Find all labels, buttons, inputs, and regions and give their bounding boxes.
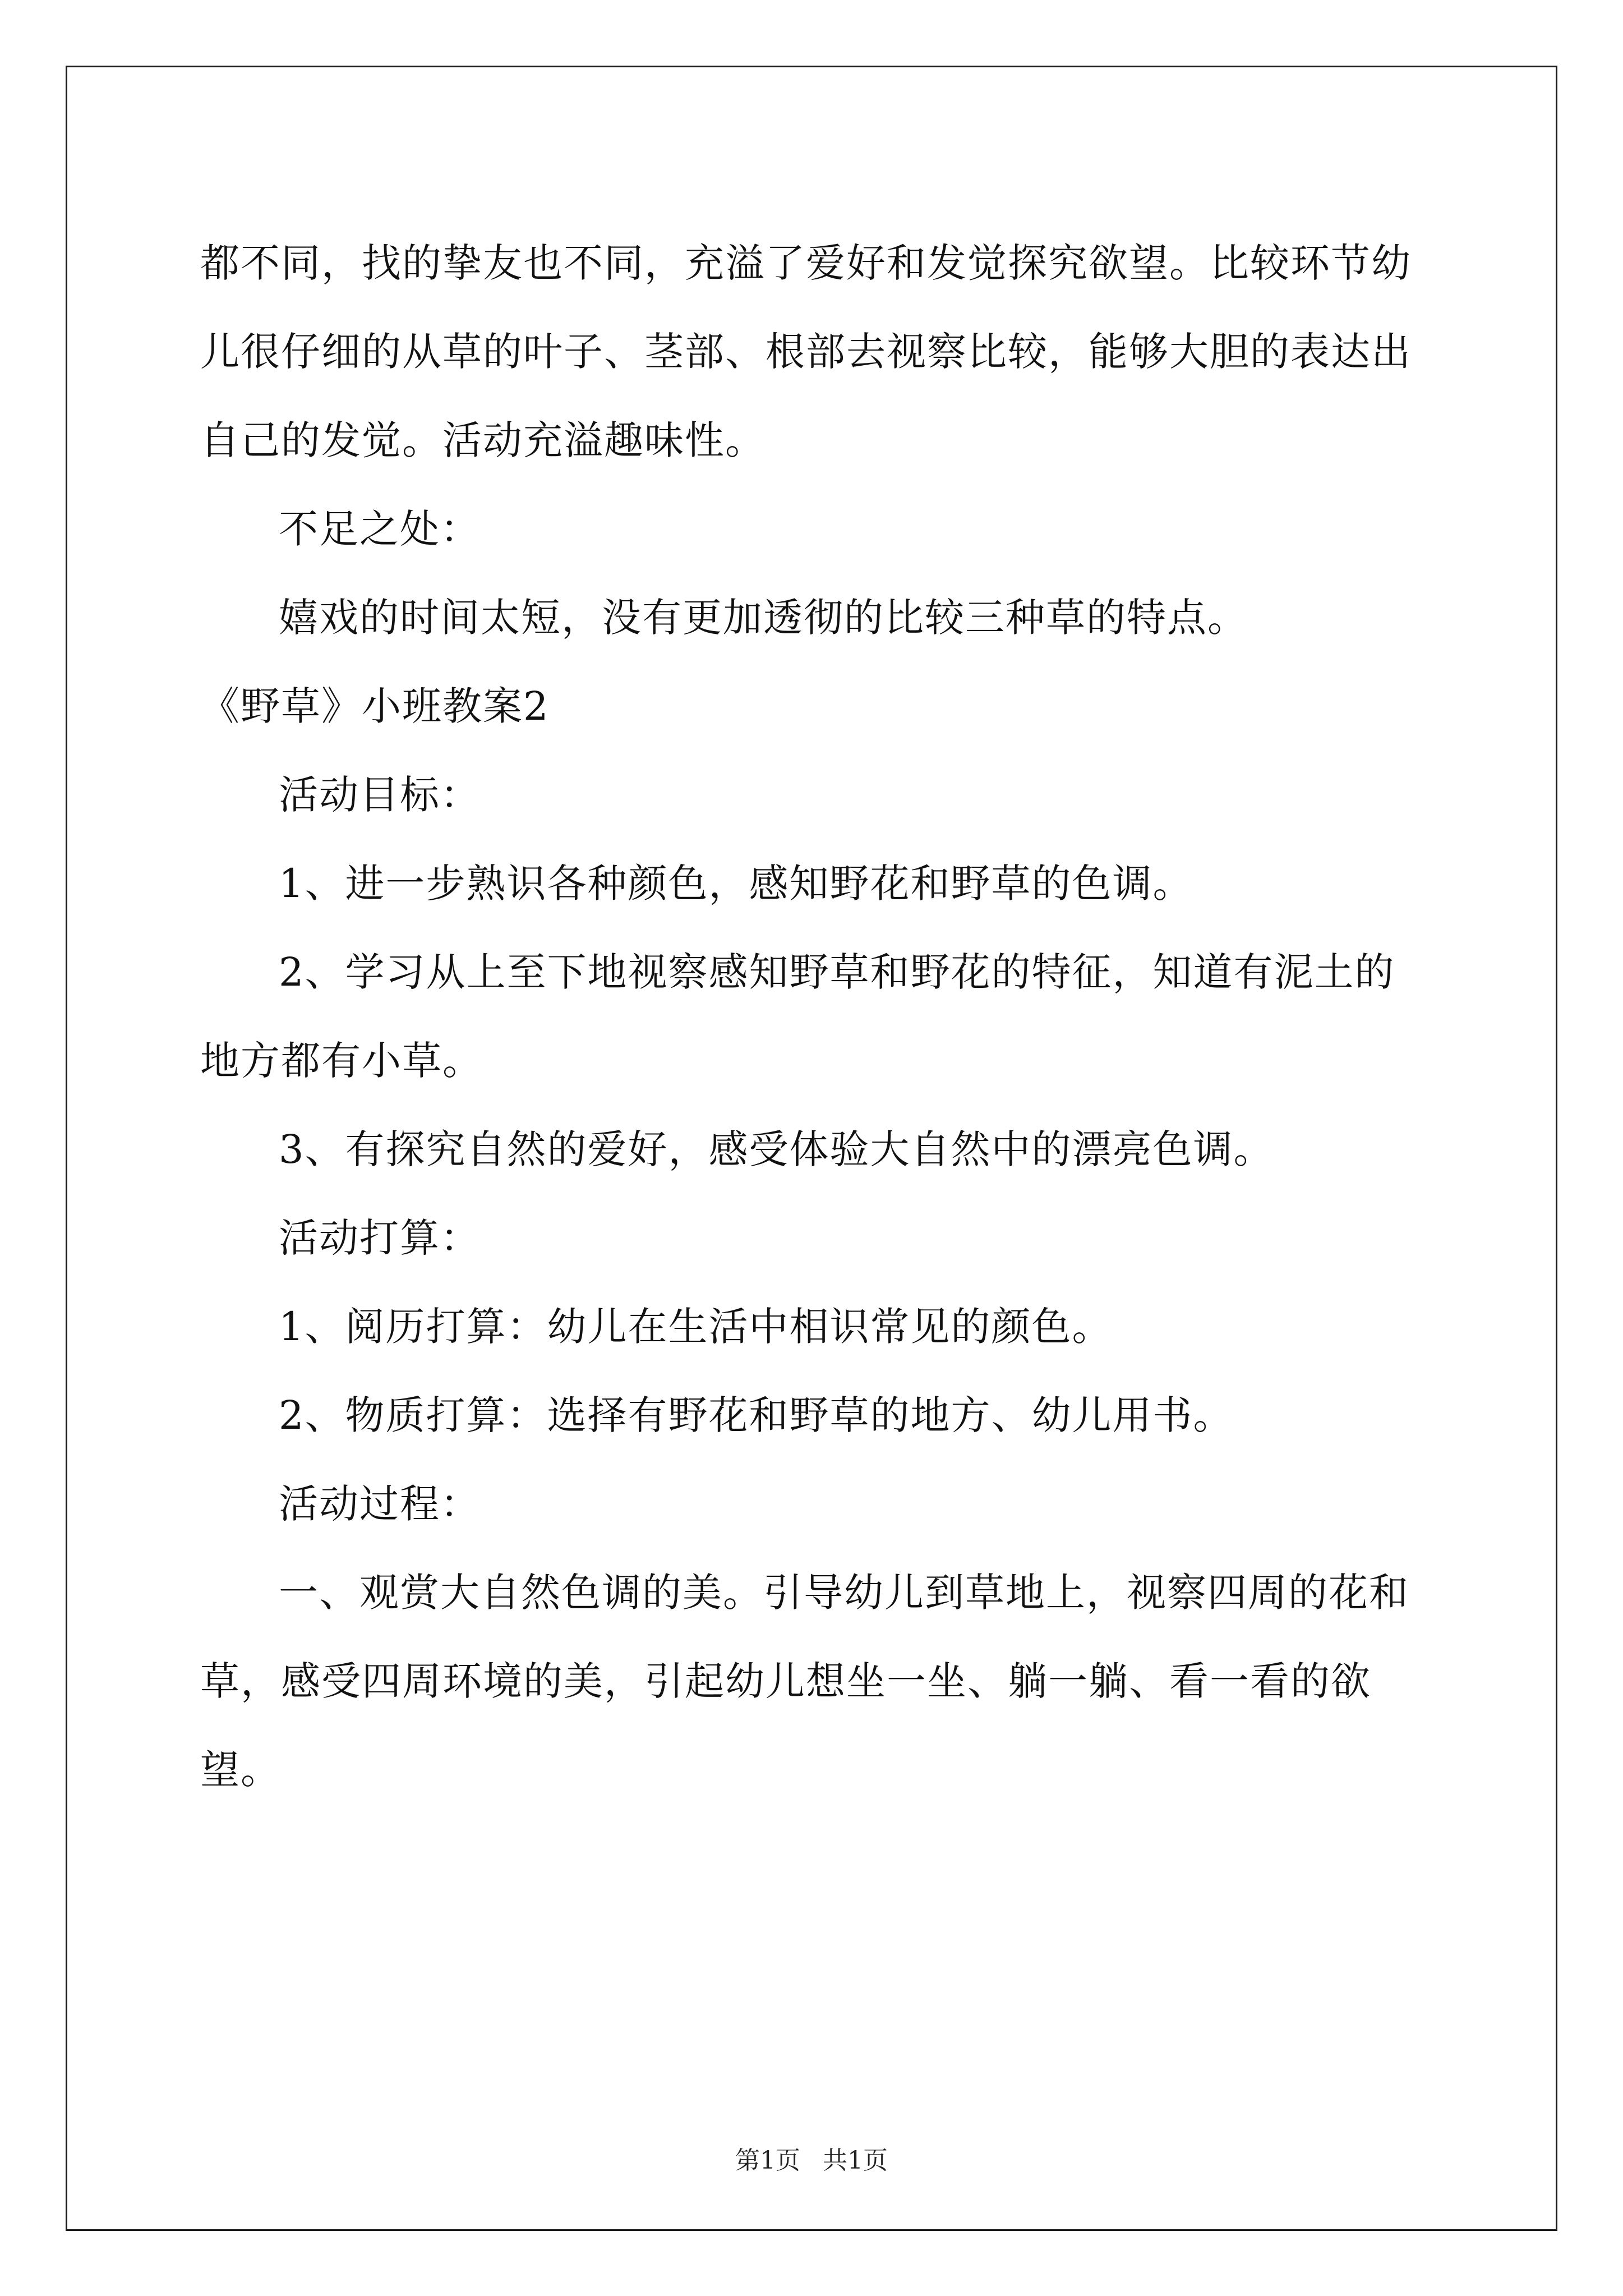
page-total: 共1页 bbox=[823, 2146, 888, 2175]
paragraph: 一、观赏大自然色调的美。引导幼儿到草地上，视察四周的花和草，感受四周环境的美，引起幼儿想坐一坐、躺一躺、看一看的欲望。 bbox=[200, 1570, 1409, 1793]
paragraph: 活动打算： bbox=[279, 1215, 481, 1261]
paragraph: 嬉戏的时间太短，没有更加透彻的比较三种草的特点。 bbox=[279, 595, 1248, 641]
section-title: 《野草》小班教案2 bbox=[200, 683, 550, 729]
paragraph: 2、学习从上至下地视察感知野草和野花的特征，知道有泥土的地方都有小草。 bbox=[200, 949, 1395, 1084]
paragraph: 3、有探究自然的爱好，感受体验大自然中的漂亮色调。 bbox=[279, 1126, 1274, 1172]
paragraph: 都不同，找的挚友也不同，充溢了爱好和发觉探究欲望。比较环节幼儿很仔细的从草的叶子、茎部、根部去视察比较，能够大胆的表达出自己的发觉。活动充溢趣味性。 bbox=[200, 240, 1412, 463]
document-body bbox=[200, 219, 1434, 1814]
paragraph: 2、物质打算：选择有野花和野草的地方、幼儿用书。 bbox=[279, 1392, 1234, 1438]
page-number: 第1页 bbox=[735, 2146, 800, 2175]
paragraph: 活动过程： bbox=[279, 1481, 481, 1527]
paragraph: 不足之处： bbox=[279, 506, 481, 552]
paragraph: 1、进一步熟识各种颜色，感知野花和野草的色调。 bbox=[279, 861, 1193, 907]
page-footer bbox=[0, 2140, 1623, 2176]
paragraph: 1、阅历打算：幼儿在生活中相识常见的颜色。 bbox=[279, 1304, 1113, 1350]
paragraph: 活动目标： bbox=[279, 772, 481, 818]
